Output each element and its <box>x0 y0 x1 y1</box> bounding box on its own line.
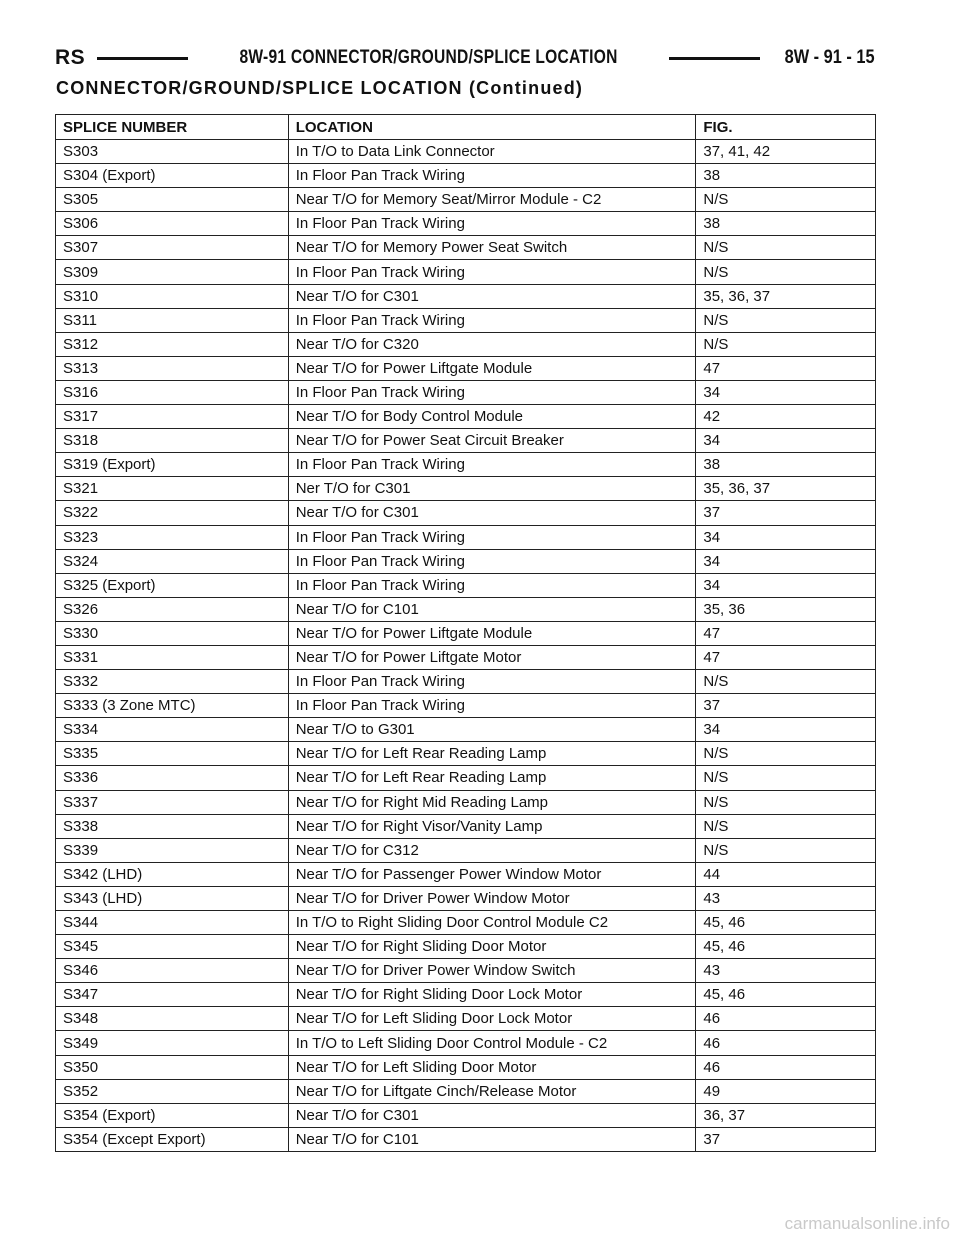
table-row <box>56 380 876 404</box>
splice-number-cell: S319 (Export) <box>56 453 289 477</box>
table-row <box>56 477 876 501</box>
fig-cell: 47 <box>696 645 876 669</box>
section-title: CONNECTOR/GROUND/SPLICE LOCATION (Continued) <box>56 78 584 98</box>
fig-cell: 36, 37 <box>696 1103 876 1127</box>
splice-number-cell: S317 <box>56 405 289 429</box>
fig-cell: N/S <box>696 742 876 766</box>
table-row <box>56 1079 876 1103</box>
table-row <box>56 525 876 549</box>
splice-number-cell: S322 <box>56 501 289 525</box>
table-row <box>56 284 876 308</box>
splice-number-cell: S307 <box>56 236 289 260</box>
splice-number-cell: S332 <box>56 670 289 694</box>
splice-number-cell: S316 <box>56 380 289 404</box>
table-row <box>56 1031 876 1055</box>
splice-number-cell: S339 <box>56 838 289 862</box>
splice-number-cell: S306 <box>56 212 289 236</box>
splice-number-cell: S335 <box>56 742 289 766</box>
table-row <box>56 164 876 188</box>
fig-cell: 37 <box>696 501 876 525</box>
location-cell: Near T/O for C101 <box>288 597 696 621</box>
splice-number-cell: S326 <box>56 597 289 621</box>
location-cell: Near T/O to G301 <box>288 718 696 742</box>
table-row <box>56 983 876 1007</box>
splice-number-cell: S348 <box>56 1007 289 1031</box>
location-cell: In Floor Pan Track Wiring <box>288 453 696 477</box>
location-cell: In Floor Pan Track Wiring <box>288 212 696 236</box>
location-cell: In Floor Pan Track Wiring <box>288 164 696 188</box>
location-cell: Near T/O for Memory Seat/Mirror Module - C2 <box>288 188 696 212</box>
location-cell: Near T/O for C301 <box>288 284 696 308</box>
splice-number-cell: S345 <box>56 935 289 959</box>
splice-number-cell: S313 <box>56 356 289 380</box>
location-cell: In Floor Pan Track Wiring <box>288 549 696 573</box>
table-row <box>56 790 876 814</box>
table-row <box>56 405 876 429</box>
location-cell: In Floor Pan Track Wiring <box>288 260 696 284</box>
splice-number-cell: S309 <box>56 260 289 284</box>
table-row <box>56 212 876 236</box>
splice-number-cell: S354 (Export) <box>56 1103 289 1127</box>
splice-number-cell: S336 <box>56 766 289 790</box>
table-header-row <box>56 115 876 140</box>
watermark: carmanualsonline.info <box>784 1214 950 1233</box>
splice-number-cell: S338 <box>56 814 289 838</box>
table-row <box>56 573 876 597</box>
location-cell: Near T/O for C320 <box>288 332 696 356</box>
fig-cell: N/S <box>696 838 876 862</box>
fig-cell: 38 <box>696 453 876 477</box>
header-page-number: 8W - 91 - 15 <box>785 47 875 68</box>
table-body <box>56 140 876 1152</box>
header-rule-left <box>97 57 188 60</box>
table-row <box>56 236 876 260</box>
table-row <box>56 429 876 453</box>
fig-cell: 38 <box>696 212 876 236</box>
splice-number-cell: S311 <box>56 308 289 332</box>
table-row <box>56 911 876 935</box>
location-cell: In Floor Pan Track Wiring <box>288 308 696 332</box>
splice-number-cell: S354 (Except Export) <box>56 1127 289 1151</box>
page-header <box>55 43 875 73</box>
splice-number-cell: S324 <box>56 549 289 573</box>
fig-cell: N/S <box>696 236 876 260</box>
location-cell: Near T/O for Body Control Module <box>288 405 696 429</box>
table-row <box>56 862 876 886</box>
splice-number-cell: S323 <box>56 525 289 549</box>
table-row <box>56 742 876 766</box>
header-title: 8W-91 CONNECTOR/GROUND/SPLICE LOCATION <box>239 47 618 68</box>
fig-cell: 34 <box>696 429 876 453</box>
splice-number-cell: S337 <box>56 790 289 814</box>
fig-cell: 47 <box>696 356 876 380</box>
fig-cell: 44 <box>696 862 876 886</box>
table-row <box>56 501 876 525</box>
table-row <box>56 1055 876 1079</box>
location-cell: In T/O to Right Sliding Door Control Module C2 <box>288 911 696 935</box>
location-cell: In Floor Pan Track Wiring <box>288 573 696 597</box>
splice-number-cell: S349 <box>56 1031 289 1055</box>
splice-location-table <box>55 114 876 1152</box>
splice-number-cell: S304 (Export) <box>56 164 289 188</box>
location-cell: Near T/O for Driver Power Window Motor <box>288 886 696 910</box>
location-cell: In Floor Pan Track Wiring <box>288 525 696 549</box>
fig-cell: 37, 41, 42 <box>696 140 876 164</box>
splice-number-cell: S344 <box>56 911 289 935</box>
splice-number-cell: S333 (3 Zone MTC) <box>56 694 289 718</box>
splice-number-cell: S305 <box>56 188 289 212</box>
location-cell: Near T/O for Memory Power Seat Switch <box>288 236 696 260</box>
column-header-splice-number: SPLICE NUMBER <box>56 115 289 140</box>
fig-cell: N/S <box>696 260 876 284</box>
fig-cell: 35, 36, 37 <box>696 284 876 308</box>
splice-number-cell: S303 <box>56 140 289 164</box>
table-row <box>56 935 876 959</box>
column-header-fig: FIG. <box>696 115 876 140</box>
fig-cell: 37 <box>696 694 876 718</box>
table-row <box>56 694 876 718</box>
location-cell: In T/O to Data Link Connector <box>288 140 696 164</box>
location-cell: Near T/O for Left Sliding Door Motor <box>288 1055 696 1079</box>
table-row <box>56 886 876 910</box>
fig-cell: 46 <box>696 1031 876 1055</box>
location-cell: Near T/O for Right Mid Reading Lamp <box>288 790 696 814</box>
fig-cell: 34 <box>696 573 876 597</box>
fig-cell: 49 <box>696 1079 876 1103</box>
fig-cell: N/S <box>696 188 876 212</box>
location-cell: Near T/O for Power Liftgate Motor <box>288 645 696 669</box>
fig-cell: 45, 46 <box>696 935 876 959</box>
fig-cell: 43 <box>696 886 876 910</box>
fig-cell: N/S <box>696 814 876 838</box>
location-cell: Near T/O for Left Rear Reading Lamp <box>288 742 696 766</box>
fig-cell: 43 <box>696 959 876 983</box>
fig-cell: 34 <box>696 525 876 549</box>
fig-cell: 42 <box>696 405 876 429</box>
splice-number-cell: S334 <box>56 718 289 742</box>
location-cell: Near T/O for Passenger Power Window Motor <box>288 862 696 886</box>
location-cell: Near T/O for Power Liftgate Module <box>288 356 696 380</box>
fig-cell: 34 <box>696 718 876 742</box>
table-row <box>56 814 876 838</box>
table-row <box>56 140 876 164</box>
table-row <box>56 356 876 380</box>
table-row <box>56 621 876 645</box>
location-cell: Ner T/O for C301 <box>288 477 696 501</box>
location-cell: Near T/O for C312 <box>288 838 696 862</box>
fig-cell: 45, 46 <box>696 983 876 1007</box>
table-row <box>56 453 876 477</box>
table-row <box>56 838 876 862</box>
table-row <box>56 1127 876 1151</box>
splice-number-cell: S325 (Export) <box>56 573 289 597</box>
fig-cell: 34 <box>696 380 876 404</box>
location-cell: Near T/O for C301 <box>288 1103 696 1127</box>
location-cell: Near T/O for Right Sliding Door Motor <box>288 935 696 959</box>
splice-number-cell: S318 <box>56 429 289 453</box>
location-cell: In T/O to Left Sliding Door Control Module - C2 <box>288 1031 696 1055</box>
header-rule-right <box>669 57 760 60</box>
fig-cell: 46 <box>696 1007 876 1031</box>
fig-cell: N/S <box>696 332 876 356</box>
table-row <box>56 260 876 284</box>
fig-cell: N/S <box>696 766 876 790</box>
location-cell: Near T/O for C301 <box>288 501 696 525</box>
fig-cell: 46 <box>696 1055 876 1079</box>
fig-cell: 35, 36 <box>696 597 876 621</box>
table-row <box>56 1007 876 1031</box>
fig-cell: N/S <box>696 670 876 694</box>
table-row <box>56 597 876 621</box>
splice-number-cell: S350 <box>56 1055 289 1079</box>
fig-cell: 35, 36, 37 <box>696 477 876 501</box>
location-cell: In Floor Pan Track Wiring <box>288 694 696 718</box>
location-cell: Near T/O for Power Seat Circuit Breaker <box>288 429 696 453</box>
table-row <box>56 645 876 669</box>
splice-number-cell: S310 <box>56 284 289 308</box>
fig-cell: 47 <box>696 621 876 645</box>
location-cell: Near T/O for Right Sliding Door Lock Motor <box>288 983 696 1007</box>
fig-cell: 45, 46 <box>696 911 876 935</box>
location-cell: Near T/O for Right Visor/Vanity Lamp <box>288 814 696 838</box>
location-cell: Near T/O for Left Rear Reading Lamp <box>288 766 696 790</box>
fig-cell: N/S <box>696 308 876 332</box>
splice-number-cell: S347 <box>56 983 289 1007</box>
column-header-location: LOCATION <box>288 115 696 140</box>
location-cell: Near T/O for Liftgate Cinch/Release Motor <box>288 1079 696 1103</box>
header-section-code: RS <box>55 46 86 69</box>
splice-number-cell: S352 <box>56 1079 289 1103</box>
location-cell: Near T/O for Left Sliding Door Lock Motor <box>288 1007 696 1031</box>
fig-cell: 37 <box>696 1127 876 1151</box>
table-row <box>56 959 876 983</box>
table-row <box>56 766 876 790</box>
location-cell: Near T/O for Power Liftgate Module <box>288 621 696 645</box>
splice-number-cell: S342 (LHD) <box>56 862 289 886</box>
fig-cell: 38 <box>696 164 876 188</box>
location-cell: In Floor Pan Track Wiring <box>288 380 696 404</box>
table-row <box>56 332 876 356</box>
table-row <box>56 188 876 212</box>
location-cell: Near T/O for C101 <box>288 1127 696 1151</box>
location-cell: Near T/O for Driver Power Window Switch <box>288 959 696 983</box>
table-row <box>56 549 876 573</box>
splice-number-cell: S346 <box>56 959 289 983</box>
splice-number-cell: S312 <box>56 332 289 356</box>
table-row <box>56 670 876 694</box>
fig-cell: N/S <box>696 790 876 814</box>
splice-number-cell: S330 <box>56 621 289 645</box>
splice-number-cell: S343 (LHD) <box>56 886 289 910</box>
table-row <box>56 308 876 332</box>
table-row <box>56 718 876 742</box>
splice-number-cell: S331 <box>56 645 289 669</box>
fig-cell: 34 <box>696 549 876 573</box>
splice-number-cell: S321 <box>56 477 289 501</box>
table-row <box>56 1103 876 1127</box>
location-cell: In Floor Pan Track Wiring <box>288 670 696 694</box>
